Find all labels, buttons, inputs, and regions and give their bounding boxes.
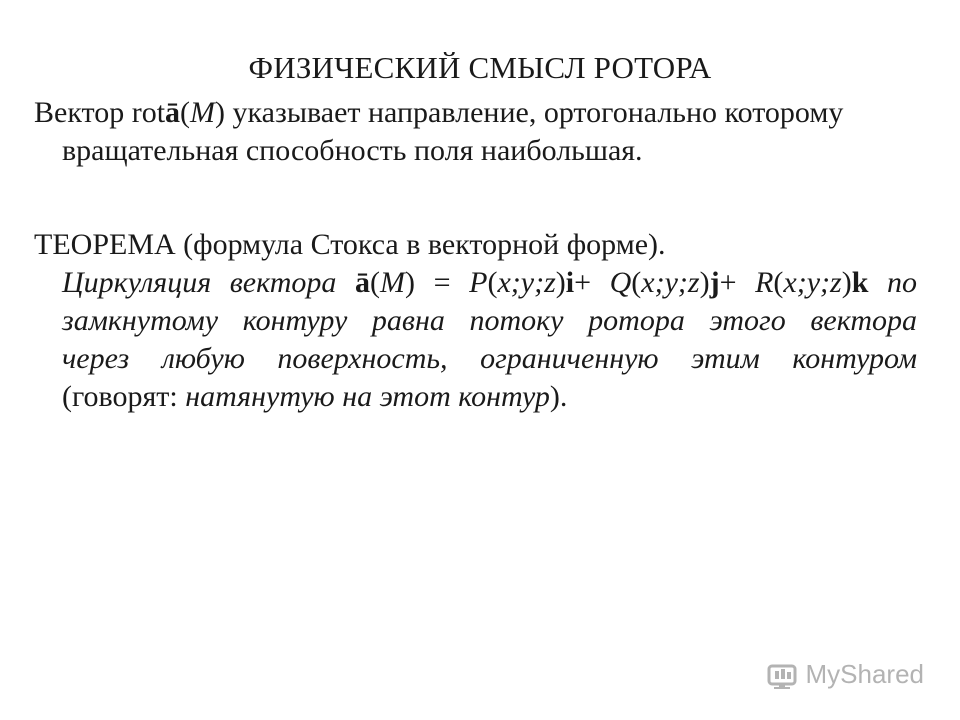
paren-close: ) [841,266,852,299]
slide-title: ФИЗИЧЕСКИЙ СМЫСЛ РОТОРА [248,50,712,85]
text-circulation: Циркуляция вектора [62,266,356,299]
definition-prefix: Вектор rot [34,96,166,129]
paren-close: ) [699,266,710,299]
paren-open: ( [180,96,191,129]
plus-sign: + [719,266,756,299]
theorem-line-1 [62,264,917,302]
vector-a-symbol: ā [165,96,181,129]
watermark-text: MyShared [805,659,924,689]
equals-sign: ) = [405,266,470,299]
paren-open: ( [370,266,381,299]
theorem-heading: ТЕОРЕМА (формула Стокса в векторной форме). [34,228,666,261]
component-q: Q [609,266,632,299]
component-r: R [755,266,774,299]
paren-open: ( [631,266,642,299]
point-m: M [380,266,406,299]
text-stretched-contour: натянутую на этот контур [185,380,550,413]
unit-vector-j: j [709,266,720,299]
args-xyz: x;y;z [641,266,700,299]
theorem-line-4 [62,378,917,416]
unit-vector-i: i [565,266,575,299]
definition-line-1 [34,94,914,132]
definition-line-1-rest: указывает направление, ортогонально которому [225,96,844,129]
args-xyz: x;y;z [497,266,556,299]
theorem-statement [62,264,917,416]
unit-vector-k: k [851,266,869,299]
vector-a-symbol: ā [355,266,371,299]
paren-close: ) [555,266,566,299]
paren-open: ( [487,266,498,299]
watermark [766,659,925,690]
paren-open: ( [773,266,784,299]
definition-line-2: вращательная способность поля наибольшая. [62,134,643,167]
text-govoryat: (говорят: [62,380,186,413]
text-closing: ). [549,380,568,413]
theorem-line-2: замкнутому контуру равна потоку ротора этого вектора [62,304,917,337]
args-xyz: x;y;z [783,266,842,299]
myshared-logo-icon [766,660,800,690]
rotor-definition-paragraph [34,94,914,170]
point-m: M [190,96,216,129]
component-p: P [469,266,488,299]
theorem-line-3: через любую поверхность, ограниченную этим контуром [62,342,917,375]
paren-close: ) [215,96,226,129]
text-po: по [868,266,917,299]
plus-sign: + [574,266,610,299]
